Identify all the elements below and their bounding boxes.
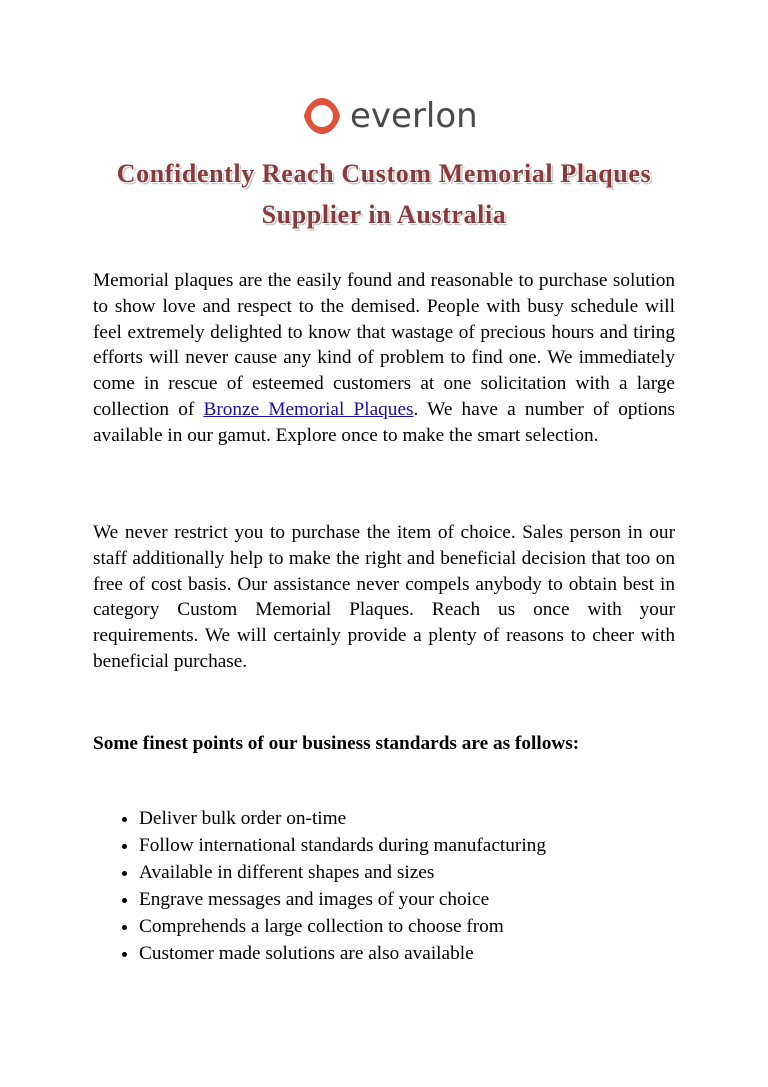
paragraph-1 xyxy=(93,268,675,449)
logo-text: everlon xyxy=(350,96,478,136)
title-line-2: Supplier in Australia xyxy=(261,200,507,229)
list-item: • Deliver bulk order on-time xyxy=(139,805,546,832)
list-item: • Follow international standards during manufacturing xyxy=(139,832,546,859)
list-item: • Customer made solutions are also available xyxy=(139,940,546,967)
paragraph-2: We never restrict you to purchase the item of choice. Sales person in our staff additionally help to make the right and beneficial decision that too on free of cost basis. Our assistance never compels anybody to obtain best in category Custom Memorial Plaques. Reach us once with your requirements. We will certainly provide a plenty of reasons to cheer with beneficial purchase. xyxy=(93,522,675,672)
diamond-ring-logo-icon xyxy=(302,96,342,136)
paragraph-1-text-end: . We have a number of options available in our gamut. Explore once to make the smart selection. xyxy=(93,398,675,446)
everlon-logo xyxy=(302,94,478,138)
section-heading: Some finest points of our business standards are as follows: xyxy=(93,733,580,754)
page-title xyxy=(0,153,768,235)
bullet-list xyxy=(93,805,546,967)
title-line-1: Confidently Reach Custom Memorial Plaques xyxy=(116,159,652,188)
list-item: • Available in different shapes and sizes xyxy=(139,859,546,886)
list-item: • Engrave messages and images of your choice xyxy=(139,886,546,913)
bronze-memorial-plaques-link[interactable]: Bronze Memorial Plaques xyxy=(203,398,414,420)
paragraph-1-text: Memorial plaques are the easily found and reasonable to purchase solution to show love and respect to the demised. People with busy schedule will feel extremely delighted to know that wastage of precious hours and tiring efforts will never cause any kind of problem to find one. We immediately come in rescue of esteemed customers at one solicitation with a large collection of xyxy=(93,270,675,420)
list-item: • Comprehends a large collection to choose from xyxy=(139,913,546,940)
